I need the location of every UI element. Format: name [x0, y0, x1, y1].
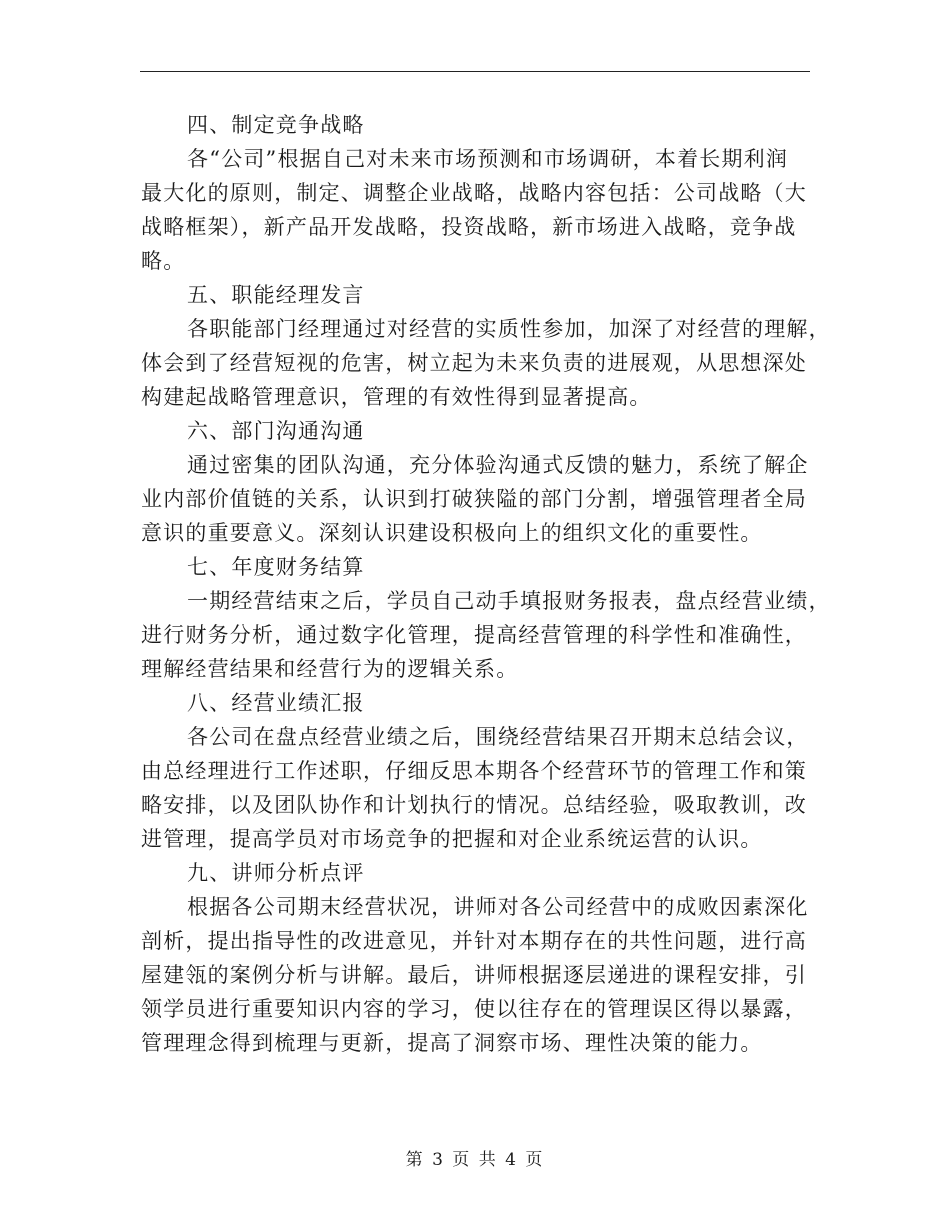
paragraph-line: 各公司在盘点经营业绩之后，围绕经营结果召开期末总结会议， [187, 725, 809, 749]
paragraph-line: 各“公司”根据自己对未来市场预测和市场调研，本着长期利润 [187, 147, 789, 171]
paragraph-line: 各职能部门经理通过对经营的实质性参加，加深了对经营的理解， [187, 317, 831, 341]
paragraph-line: 略。 [141, 249, 186, 273]
document-body [141, 108, 831, 1060]
paragraph-line: 剖析，提出指导性的改进意见，并针对本期存在的共性问题，进行高 [141, 929, 807, 953]
paragraph-line: 体会到了经营短视的危害，树立起为未来负责的进展观，从思想深处 [141, 351, 807, 375]
page-number: 第 3 页 共 4 页 [405, 1150, 545, 1170]
section-heading-7: 七、年度财务结算 [187, 555, 365, 579]
paragraph-line: 由总经理进行工作述职，仔细反思本期各个经营环节的管理工作和策 [141, 759, 807, 783]
paragraph-line: 进管理，提高学员对市场竞争的把握和对企业系统运营的认识。 [141, 827, 763, 851]
paragraph-line: 进行财务分析，通过数字化管理，提高经营管理的科学性和准确性， [141, 623, 807, 647]
section-heading-6: 六、部门沟通沟通 [187, 419, 365, 443]
section-heading-8: 八、经营业绩汇报 [187, 691, 365, 715]
paragraph-line: 管理理念得到梳理与更新，提高了洞察市场、理性决策的能力。 [141, 1031, 763, 1055]
paragraph-line: 屋建瓴的案例分析与讲解。最后，讲师根据逐层递进的课程安排，引 [141, 963, 807, 987]
paragraph-line: 略安排，以及团队协作和计划执行的情况。总结经验，吸取教训，改 [141, 793, 807, 817]
paragraph-line: 根据各公司期末经营状况，讲师对各公司经营中的成败因素深化 [187, 895, 809, 919]
paragraph-line: 构建起战略管理意识，管理的有效性得到显著提高。 [141, 385, 652, 409]
paragraph-line: 理解经营结果和经营行为的逻辑关系。 [141, 657, 519, 681]
paragraph-line: 通过密集的团队沟通，充分体验沟通式反馈的魅力，系统了解企 [187, 453, 809, 477]
section-heading-4: 四、制定竞争战略 [187, 113, 365, 137]
section-heading-5: 五、职能经理发言 [187, 283, 365, 307]
paragraph-line: 战略框架），新产品开发战略，投资战略，新市场进入战略，竞争战 [141, 215, 797, 239]
section-heading-9: 九、讲师分析点评 [187, 861, 365, 885]
paragraph-line: 领学员进行重要知识内容的学习，使以往存在的管理误区得以暴露， [141, 997, 807, 1021]
paragraph-line: 最大化的原则，制定、调整企业战略，战略内容包括：公司战略（大 [141, 181, 807, 205]
header-rule [140, 71, 810, 72]
paragraph-line: 一期经营结束之后，学员自己动手填报财务报表，盘点经营业绩， [187, 589, 831, 613]
paragraph-line: 业内部价值链的关系，认识到打破狭隘的部门分割，增强管理者全局 [141, 487, 807, 511]
paragraph-line: 意识的重要意义。深刻认识建设积极向上的组织文化的重要性。 [141, 521, 763, 545]
